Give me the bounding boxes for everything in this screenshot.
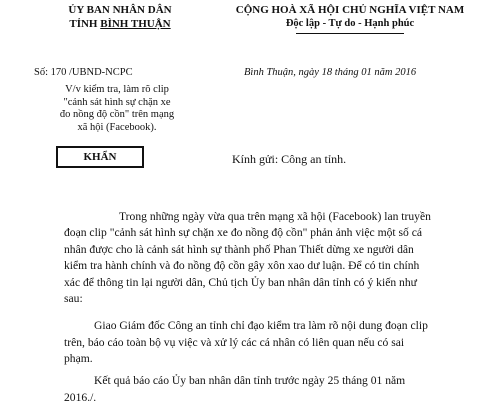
country-name: CỘNG HOÀ XÃ HỘI CHỦ NGHĨA VIỆT NAM	[235, 4, 465, 16]
body-line: xác để thông tin lại người dân, Chủ tịch Ủy ban nhân dân tỉnh có ý kiến như	[64, 275, 417, 289]
subject-line: đo nồng độ cồn" trên mạng	[59, 109, 175, 120]
body-line: nhân được cho là cảnh sát hình sự thành phố Phan Thiết dừng xe người dân	[64, 242, 414, 256]
motto: Độc lập - Tự do - Hạnh phúc	[285, 18, 415, 29]
body-line: trên, báo cáo toàn bộ vụ việc và xử lý các cá nhân có liên quan nếu có sai	[64, 335, 405, 349]
body-line: Kết quả báo cáo Ủy ban nhân dân tỉnh trước ngày 25 tháng 01 năm	[94, 374, 406, 387]
motto-underline	[296, 33, 404, 34]
body-paragraph-2	[64, 318, 444, 368]
place-date: Bình Thuận, ngày 18 tháng 01 năm 2016	[244, 67, 417, 78]
subject-block	[56, 84, 178, 134]
body-line: phạm.	[64, 352, 93, 365]
body-paragraph-3	[64, 373, 444, 406]
subject-line: V/v kiểm tra, làm rõ clip	[65, 84, 169, 95]
subject-line: xã hội (Facebook).	[77, 121, 157, 133]
agency-name: ỦY BAN NHÂN DÂN	[68, 4, 172, 16]
recipient: Kính gửi: Công an tỉnh.	[232, 152, 347, 166]
body-line: sau:	[64, 292, 83, 305]
province-prefix: TỈNH	[69, 18, 101, 30]
body-paragraph-1-cont	[64, 225, 444, 308]
body-line: đoạn clip "cảnh sát hình sự chặn xe đo nồng độ cồn" phản ảnh việc một số cá	[64, 226, 422, 239]
body-paragraph-1	[64, 209, 444, 226]
body-line: Trong những ngày vừa qua trên mạng xã hội (Facebook) lan truyền	[119, 210, 431, 223]
body-line: Giao Giám đốc Công an tỉnh chỉ đạo kiểm tra làm rõ nội dung đoạn clip	[94, 319, 428, 332]
urgent-stamp: KHẨN	[56, 146, 144, 168]
document-number: Số: 170 /UBND-NCPC	[34, 67, 133, 78]
province-name: BÌNH THUẬN	[100, 18, 171, 30]
body-line: kiểm tra hành chính và đo nồng độ cồn gây xôn xao dư luận. Để có tin chính	[64, 259, 420, 272]
subject-line: "cảnh sát hình sự chặn xe	[63, 96, 171, 108]
agency-province	[40, 18, 200, 30]
body-line: 2016./.	[64, 390, 97, 404]
